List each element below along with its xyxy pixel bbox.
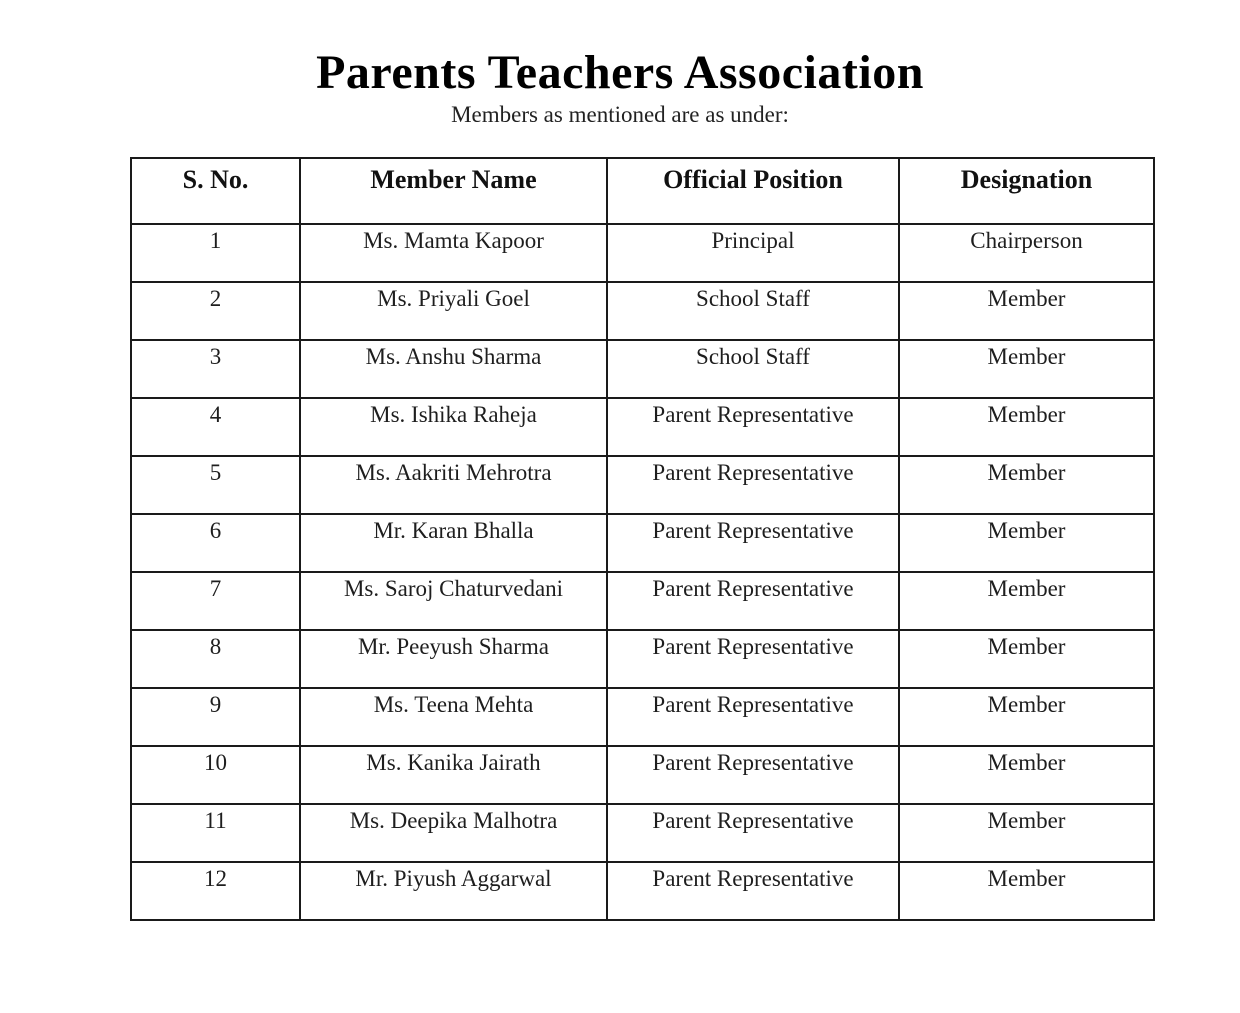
cell-designation: Member [899, 398, 1154, 456]
table-row [131, 398, 1154, 456]
cell-official-position: Parent Representative [607, 572, 899, 630]
header-serial-number: S. No. [131, 158, 300, 224]
cell-official-position: School Staff [607, 340, 899, 398]
table-header-row [131, 158, 1154, 224]
cell-serial-number: 5 [131, 456, 300, 514]
table-row [131, 804, 1154, 862]
header-designation: Designation [899, 158, 1154, 224]
cell-member-name: Mr. Peeyush Sharma [300, 630, 607, 688]
cell-member-name: Ms. Mamta Kapoor [300, 224, 607, 282]
cell-official-position: Parent Representative [607, 862, 899, 920]
header-official-position: Official Position [607, 158, 899, 224]
cell-member-name: Ms. Deepika Malhotra [300, 804, 607, 862]
cell-serial-number: 4 [131, 398, 300, 456]
cell-member-name: Ms. Anshu Sharma [300, 340, 607, 398]
cell-member-name: Ms. Kanika Jairath [300, 746, 607, 804]
cell-official-position: Principal [607, 224, 899, 282]
cell-member-name: Ms. Teena Mehta [300, 688, 607, 746]
cell-member-name: Ms. Saroj Chaturvedani [300, 572, 607, 630]
cell-designation: Member [899, 572, 1154, 630]
table-row [131, 282, 1154, 340]
table-row [131, 862, 1154, 920]
cell-serial-number: 12 [131, 862, 300, 920]
cell-official-position: Parent Representative [607, 688, 899, 746]
cell-designation: Chairperson [899, 224, 1154, 282]
cell-member-name: Ms. Ishika Raheja [300, 398, 607, 456]
cell-member-name: Ms. Aakriti Mehrotra [300, 456, 607, 514]
cell-designation: Member [899, 630, 1154, 688]
cell-designation: Member [899, 862, 1154, 920]
cell-official-position: Parent Representative [607, 514, 899, 572]
cell-member-name: Mr. Karan Bhalla [300, 514, 607, 572]
table-body [131, 224, 1154, 920]
cell-member-name: Ms. Priyali Goel [300, 282, 607, 340]
cell-designation: Member [899, 746, 1154, 804]
cell-serial-number: 10 [131, 746, 300, 804]
cell-official-position: Parent Representative [607, 456, 899, 514]
table-row [131, 572, 1154, 630]
table-row [131, 746, 1154, 804]
table-row [131, 514, 1154, 572]
cell-official-position: Parent Representative [607, 630, 899, 688]
cell-official-position: School Staff [607, 282, 899, 340]
cell-official-position: Parent Representative [607, 804, 899, 862]
table-row [131, 456, 1154, 514]
cell-serial-number: 3 [131, 340, 300, 398]
cell-designation: Member [899, 456, 1154, 514]
cell-designation: Member [899, 282, 1154, 340]
cell-designation: Member [899, 804, 1154, 862]
cell-serial-number: 6 [131, 514, 300, 572]
table-row [131, 340, 1154, 398]
cell-serial-number: 11 [131, 804, 300, 862]
cell-official-position: Parent Representative [607, 746, 899, 804]
cell-serial-number: 2 [131, 282, 300, 340]
cell-designation: Member [899, 340, 1154, 398]
cell-designation: Member [899, 688, 1154, 746]
table-row [131, 688, 1154, 746]
page-subtitle: Members as mentioned are as under: [451, 102, 789, 127]
header-member-name: Member Name [300, 158, 607, 224]
cell-designation: Member [899, 514, 1154, 572]
page-title: Parents Teachers Association [316, 46, 924, 99]
cell-serial-number: 1 [131, 224, 300, 282]
cell-serial-number: 8 [131, 630, 300, 688]
cell-member-name: Mr. Piyush Aggarwal [300, 862, 607, 920]
cell-serial-number: 7 [131, 572, 300, 630]
cell-official-position: Parent Representative [607, 398, 899, 456]
table-row [131, 630, 1154, 688]
members-table [130, 157, 1155, 921]
table-row [131, 224, 1154, 282]
cell-serial-number: 9 [131, 688, 300, 746]
